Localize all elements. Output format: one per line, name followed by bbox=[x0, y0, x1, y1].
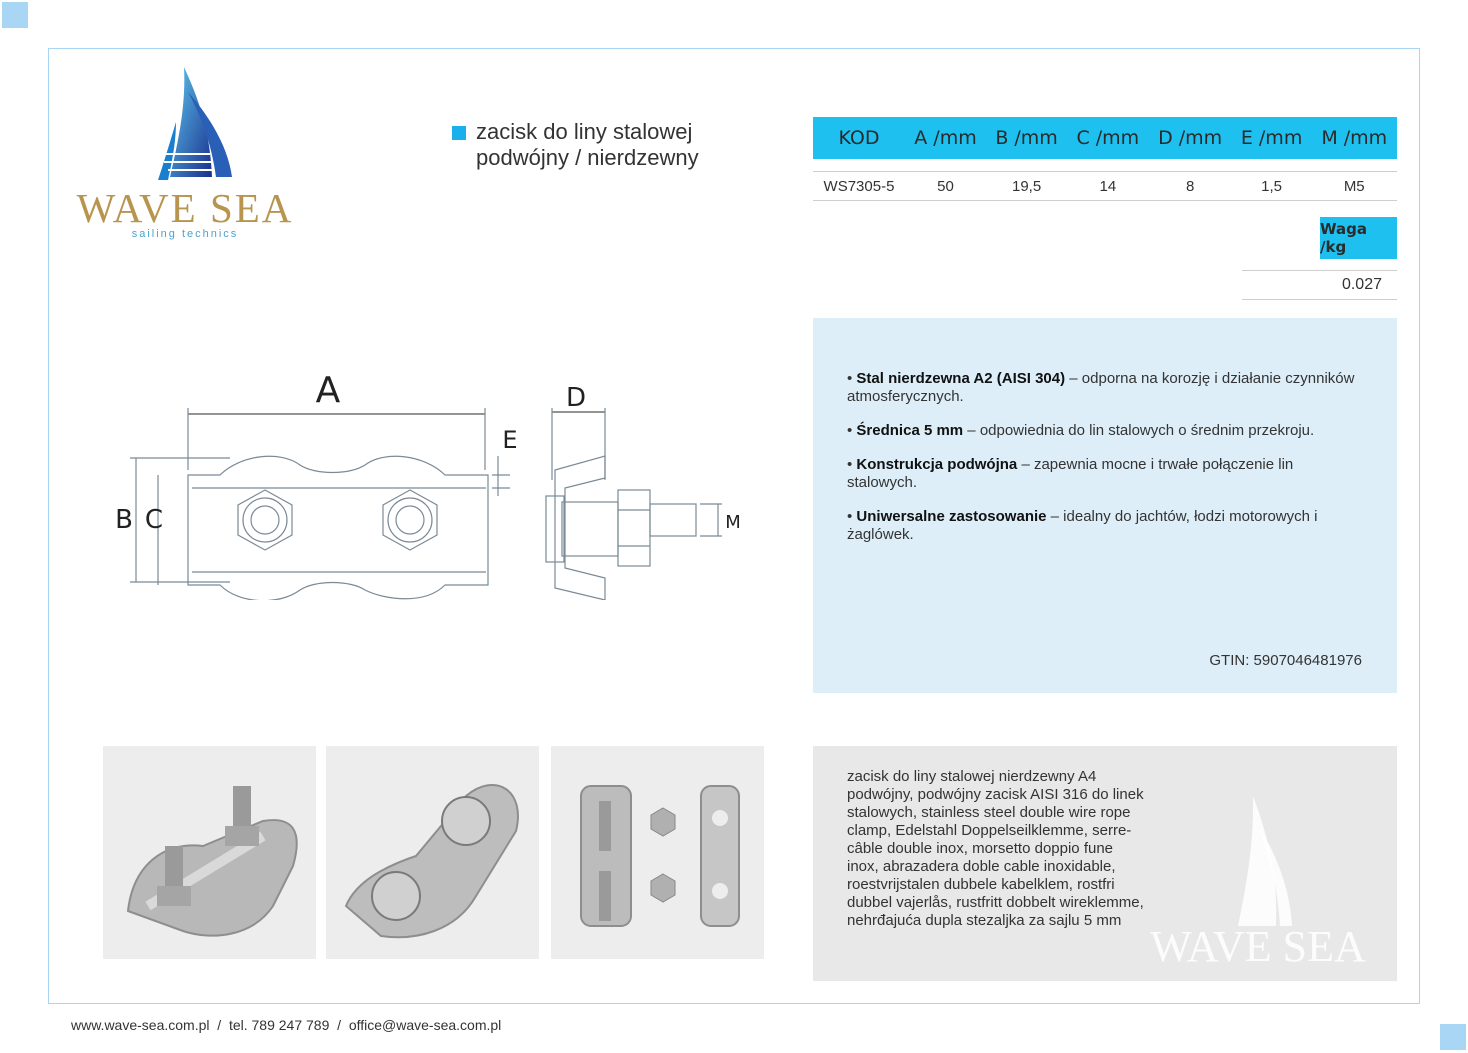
product-photo-2 bbox=[326, 746, 539, 959]
product-photo-1 bbox=[103, 746, 316, 959]
spec-header-b: B /mm bbox=[986, 117, 1067, 159]
spec-value-d: 8 bbox=[1149, 172, 1232, 201]
spec-table bbox=[813, 117, 1397, 201]
footer bbox=[71, 1017, 501, 1033]
footer-website-link[interactable]: www.wave-sea.com.pl bbox=[71, 1017, 210, 1033]
dim-label-c: C bbox=[144, 505, 164, 535]
weight-divider-bottom bbox=[1242, 299, 1397, 300]
spec-value-c: 14 bbox=[1067, 172, 1148, 201]
footer-separator: / bbox=[217, 1017, 222, 1033]
dim-label-b: B bbox=[115, 505, 133, 535]
description-panel bbox=[813, 746, 1397, 981]
brand-tagline: sailing technics bbox=[131, 228, 239, 240]
spec-value-e: 1,5 bbox=[1232, 172, 1312, 201]
spec-header-a: A /mm bbox=[905, 117, 986, 159]
title-bullet-icon bbox=[452, 126, 466, 140]
spec-header-c: C /mm bbox=[1067, 117, 1148, 159]
brand-logo bbox=[60, 62, 310, 252]
product-title-line1: zacisk do liny stalowej bbox=[476, 119, 693, 144]
corner-square-bottom-right bbox=[1440, 1024, 1466, 1050]
weight-value: 0.027 bbox=[1341, 276, 1382, 293]
weight-header: Waga /kg bbox=[1320, 217, 1397, 259]
spec-value-b: 19,5 bbox=[986, 172, 1067, 201]
feature-item: • Średnica 5 mm – odpowiednia do lin stalowych o średnim przekroju. bbox=[847, 422, 1315, 439]
watermark-text: WAVE SEA bbox=[1150, 922, 1366, 971]
footer-phone[interactable]: tel. 789 247 789 bbox=[228, 1017, 330, 1033]
spec-value-m: M5 bbox=[1311, 172, 1397, 201]
feature-item: • Uniwersalne zastosowanie – idealny do jachtów, łodzi motorowych i żaglówek. bbox=[847, 508, 1318, 543]
dim-label-a: A bbox=[315, 370, 341, 411]
feature-item: • Stal nierdzewna A2 (AISI 304) – odporna na korozję i działanie czynników atmosferycznych. bbox=[847, 370, 1355, 405]
spec-header-m: M /mm bbox=[1311, 117, 1397, 159]
spec-value-kod: WS7305-5 bbox=[813, 172, 905, 201]
dim-label-d: D bbox=[565, 383, 587, 413]
feature-item: • Konstrukcja podwójna – zapewnia mocne i trwałe połączenie lin stalowych. bbox=[847, 456, 1294, 491]
wave-sea-watermark-icon bbox=[1138, 796, 1378, 971]
brand-name: WAVE SEA bbox=[76, 185, 294, 231]
spec-header-e: E /mm bbox=[1232, 117, 1312, 159]
dim-label-m: M bbox=[725, 512, 741, 533]
description-text: zacisk do liny stalowej nierdzewny A4 podwójny, podwójny zacisk AISI 316 do linek stalowych, stainless steel double wire rope clamp, Edelstahl Doppelseilklemme, serre-câble double inox, morsetto doppio fune inox, abrazadera doble cable inoxidable, roestvrijstalen dubbele kabelklem, rostfri dubbel vajerlås, rustfritt dobbelt wireklemme, nehrđajuća dupla stezaljka za sajlu 5 mm bbox=[847, 768, 1144, 929]
product-title-line2: podwójny / nierdzewny bbox=[476, 145, 699, 170]
product-photo-3 bbox=[551, 746, 764, 959]
product-title bbox=[452, 119, 782, 171]
dim-label-e: E bbox=[502, 426, 518, 454]
technical-drawing bbox=[100, 360, 780, 600]
footer-email-link[interactable]: office@wave-sea.com.pl bbox=[348, 1017, 502, 1033]
spec-header-d: D /mm bbox=[1149, 117, 1232, 159]
spec-value-a: 50 bbox=[905, 172, 986, 201]
spec-header-kod: KOD bbox=[813, 117, 905, 159]
weight-divider-top bbox=[1242, 270, 1397, 271]
sail-logo-icon bbox=[60, 62, 310, 187]
gtin-code: GTIN: 5907046481976 bbox=[1209, 652, 1362, 669]
corner-square-top-left bbox=[2, 2, 28, 28]
footer-separator: / bbox=[337, 1017, 342, 1033]
features-panel bbox=[813, 318, 1397, 693]
